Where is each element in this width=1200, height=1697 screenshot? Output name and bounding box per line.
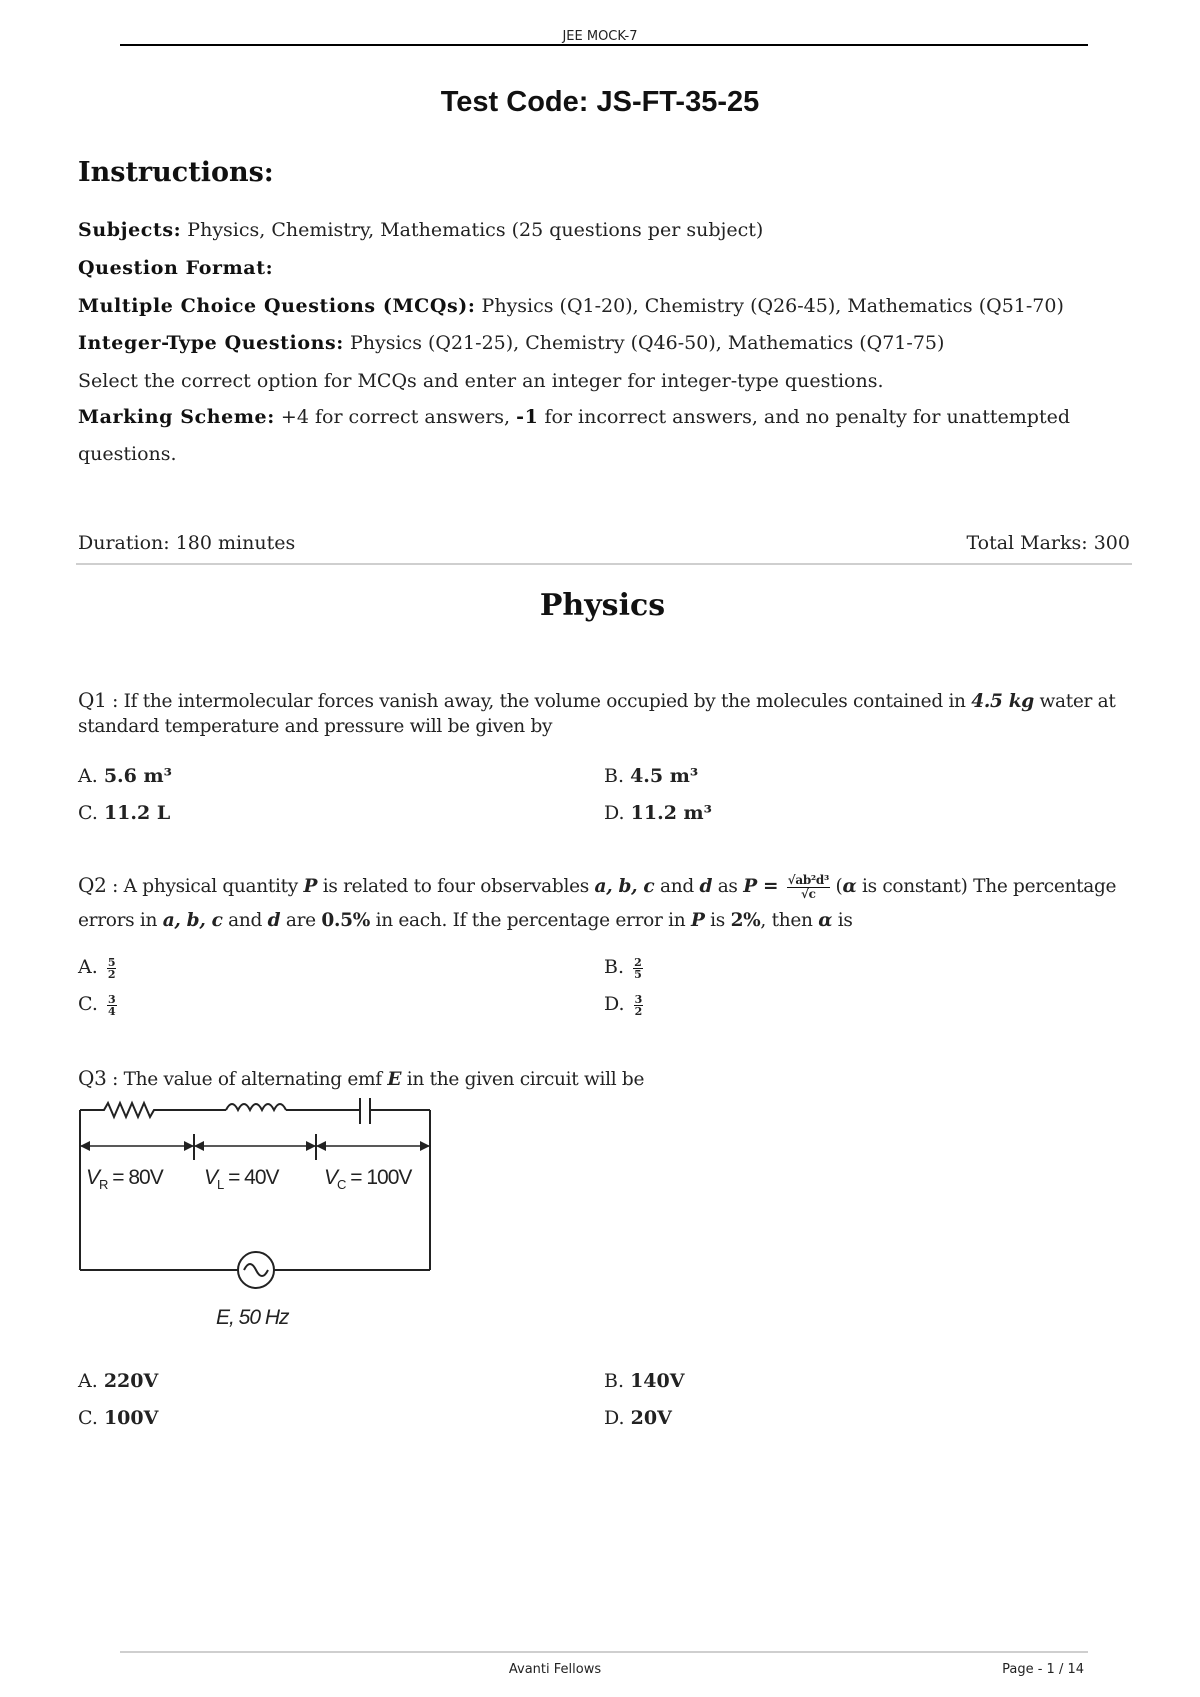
footer-org: Avanti Fellows bbox=[508, 1662, 602, 1677]
question-1: Q1 : If the intermolecular forces vanish away, the volume occupied by the molecules contained in 4.5 kg water at standard temperature and pressure will be given by bbox=[78, 688, 1116, 737]
instructions-title: Instructions: bbox=[78, 157, 274, 188]
q3-option-c[interactable] bbox=[78, 1407, 158, 1429]
option-letter: D. bbox=[604, 993, 625, 1015]
source-label: E, 50 Hz bbox=[216, 1306, 289, 1329]
formula-fraction bbox=[787, 874, 830, 901]
format-line bbox=[78, 257, 273, 279]
math-var: a, b, c bbox=[594, 876, 655, 897]
header-rule bbox=[120, 44, 1088, 46]
question-text: ( bbox=[835, 876, 843, 897]
arrow-head bbox=[420, 1141, 430, 1151]
option-letter: B. bbox=[604, 765, 625, 787]
option-letter: B. bbox=[604, 1370, 625, 1392]
fraction-denominator: 5 bbox=[634, 967, 642, 981]
resistor-symbol bbox=[80, 1103, 226, 1117]
question-text: in the given circuit will be bbox=[406, 1069, 645, 1090]
label-vl-subscript: L bbox=[217, 1177, 224, 1192]
label-vr-symbol: V bbox=[86, 1166, 100, 1189]
option-fraction bbox=[634, 994, 644, 1017]
math-var: P bbox=[303, 876, 318, 897]
option-letter: B. bbox=[604, 956, 625, 978]
option-fraction bbox=[107, 957, 117, 980]
question-text: If the intermolecular forces vanish away, the volume occupied by the molecules contained in bbox=[123, 691, 966, 712]
option-fraction bbox=[633, 957, 643, 980]
formula-numerator: √ab²d³ bbox=[787, 872, 829, 887]
label-vl-value: = 40V bbox=[223, 1166, 279, 1189]
question-number: Q2 bbox=[78, 873, 107, 897]
option-letter: A. bbox=[78, 1370, 98, 1392]
option-value: 140V bbox=[630, 1370, 685, 1392]
question-text: A physical quantity bbox=[123, 876, 298, 897]
marking-end: for incorrect answers, and no penalty for unattempted questions. bbox=[78, 406, 1070, 465]
math-var: d bbox=[267, 910, 281, 931]
math-var: P bbox=[690, 910, 705, 931]
q3-option-a[interactable] bbox=[78, 1370, 158, 1392]
option-letter: C. bbox=[78, 993, 98, 1015]
label-vl-symbol: V bbox=[204, 1166, 218, 1189]
option-letter: D. bbox=[604, 802, 625, 824]
question-text: is constant) The percentage errors in bbox=[78, 876, 1117, 931]
option-letter: C. bbox=[78, 802, 98, 824]
formula-denominator: √c bbox=[801, 886, 816, 901]
option-value: 220V bbox=[103, 1370, 159, 1392]
mcq-label: Multiple Choice Questions (MCQs): bbox=[78, 295, 476, 317]
total-marks: Total Marks: 300 bbox=[966, 532, 1130, 554]
option-letter: D. bbox=[604, 1407, 625, 1429]
option-value: 5.6 m³ bbox=[103, 765, 172, 787]
label-vr-value: = 80V bbox=[107, 1166, 163, 1189]
formula-lhs: P = bbox=[743, 876, 779, 897]
fraction-numerator: 2 bbox=[634, 955, 642, 969]
question-text: and bbox=[228, 910, 263, 931]
fraction-denominator: 2 bbox=[634, 1004, 643, 1018]
math-value: 2% bbox=[730, 910, 761, 931]
label-vc-symbol: V bbox=[324, 1166, 338, 1189]
question-3: Q3 : The value of alternating emf E in the given circuit will be bbox=[78, 1066, 645, 1090]
q1-option-a[interactable] bbox=[78, 765, 172, 787]
mcq-text: Physics (Q1-20), Chemistry (Q26-45), Mathematics (Q51-70) bbox=[481, 295, 1064, 317]
integer-line bbox=[78, 332, 944, 354]
q2-option-a[interactable] bbox=[78, 956, 116, 980]
header-label: JEE MOCK-7 bbox=[562, 29, 638, 44]
math-var: d bbox=[699, 876, 713, 897]
fraction-denominator: 4 bbox=[107, 1004, 116, 1018]
question-text: is related to four observables bbox=[322, 876, 589, 897]
arrow-head bbox=[184, 1141, 194, 1151]
label-vc-subscript: C bbox=[337, 1177, 346, 1192]
arrow-head bbox=[316, 1141, 326, 1151]
fraction-numerator: 5 bbox=[107, 955, 116, 969]
option-value: 100V bbox=[103, 1407, 159, 1429]
label-vc-value: = 100V bbox=[345, 1166, 412, 1189]
section-title: Physics bbox=[539, 588, 666, 623]
label-vr-subscript: R bbox=[99, 1177, 108, 1192]
integer-label: Integer-Type Questions: bbox=[78, 332, 344, 354]
q1-option-d[interactable] bbox=[604, 802, 712, 824]
math-var: α bbox=[818, 910, 833, 931]
subjects-label: Subjects: bbox=[78, 219, 182, 241]
label-vr bbox=[86, 1166, 164, 1192]
question-2: Q2 : A physical quantity P is related to four observables a, b, c and d as P = $\frac{\text{√ab²d³}}{√c}$ (α is constant) The percentage errors in a, b, c and d are 0.5% in each. If the percentage error in P is 2%, then α is bbox=[78, 872, 1117, 931]
circuit-diagram bbox=[76, 1098, 436, 1338]
option-letter: A. bbox=[78, 956, 98, 978]
question-text: , then bbox=[760, 910, 813, 931]
math-var: E bbox=[387, 1069, 402, 1090]
mcq-line bbox=[78, 295, 1064, 317]
question-text: is bbox=[837, 910, 853, 931]
question-text: and bbox=[659, 876, 694, 897]
fraction-numerator: 3 bbox=[634, 992, 643, 1006]
option-value: 11.2 L bbox=[103, 802, 171, 824]
arrow-head bbox=[194, 1141, 204, 1151]
marking-line bbox=[78, 399, 1138, 473]
select-line: Select the correct option for MCQs and enter an integer for integer-type questions. bbox=[78, 370, 884, 392]
q2-option-b[interactable] bbox=[604, 956, 643, 980]
question-text: as bbox=[717, 876, 738, 897]
q3-option-d[interactable] bbox=[604, 1407, 672, 1429]
duration: Duration: 180 minutes bbox=[78, 532, 296, 554]
question-text: The value of alternating emf bbox=[123, 1069, 382, 1090]
format-label: Question Format: bbox=[78, 257, 274, 279]
q1-option-c[interactable] bbox=[78, 802, 170, 824]
question-text: is bbox=[710, 910, 725, 931]
q3-option-b[interactable] bbox=[604, 1370, 684, 1392]
option-value: 20V bbox=[630, 1407, 672, 1429]
q1-option-b[interactable] bbox=[604, 765, 698, 787]
marking-mid: for correct answers, bbox=[314, 406, 511, 428]
math-var: a, b, c bbox=[162, 910, 223, 931]
option-fraction bbox=[107, 994, 117, 1017]
meta-row bbox=[78, 532, 1130, 554]
inductor-symbol bbox=[226, 1104, 286, 1110]
arrow-head bbox=[80, 1141, 90, 1151]
option-letter: A. bbox=[78, 765, 98, 787]
question-text: water at standard temperature and pressure will be given by bbox=[78, 691, 1116, 737]
math-value: 0.5% bbox=[321, 910, 370, 931]
label-vl bbox=[204, 1166, 280, 1192]
option-value: 4.5 m³ bbox=[630, 765, 699, 787]
subjects-text: Physics, Chemistry, Mathematics (25 questions per subject) bbox=[187, 219, 764, 241]
fraction-denominator: 2 bbox=[107, 967, 116, 981]
question-text: are bbox=[285, 910, 316, 931]
question-number: Q1 bbox=[78, 688, 107, 712]
q2-option-c[interactable] bbox=[78, 993, 117, 1017]
question-text: in each. If the percentage error in bbox=[375, 910, 686, 931]
math-var: α bbox=[842, 876, 857, 897]
fraction-numerator: 3 bbox=[107, 992, 116, 1006]
math-mass: 4.5 kg bbox=[971, 691, 1034, 712]
marking-plus: +4 bbox=[280, 406, 309, 428]
test-code-title: Test Code: JS-FT-35-25 bbox=[440, 86, 760, 118]
option-letter: C. bbox=[78, 1407, 98, 1429]
marking-minus: -1 bbox=[516, 406, 539, 428]
page-number: Page - 1 / 14 bbox=[1002, 1662, 1084, 1677]
arrow-head bbox=[306, 1141, 316, 1151]
question-number: Q3 bbox=[78, 1066, 107, 1090]
integer-text: Physics (Q21-25), Chemistry (Q46-50), Mathematics (Q71-75) bbox=[349, 332, 945, 354]
q2-option-d[interactable] bbox=[604, 993, 643, 1017]
marking-label: Marking Scheme: bbox=[78, 406, 275, 428]
subjects-line bbox=[78, 219, 763, 241]
meta-divider bbox=[76, 563, 1132, 565]
footer-rule bbox=[120, 1651, 1088, 1653]
label-vc bbox=[324, 1166, 412, 1192]
option-value: 11.2 m³ bbox=[630, 802, 712, 824]
